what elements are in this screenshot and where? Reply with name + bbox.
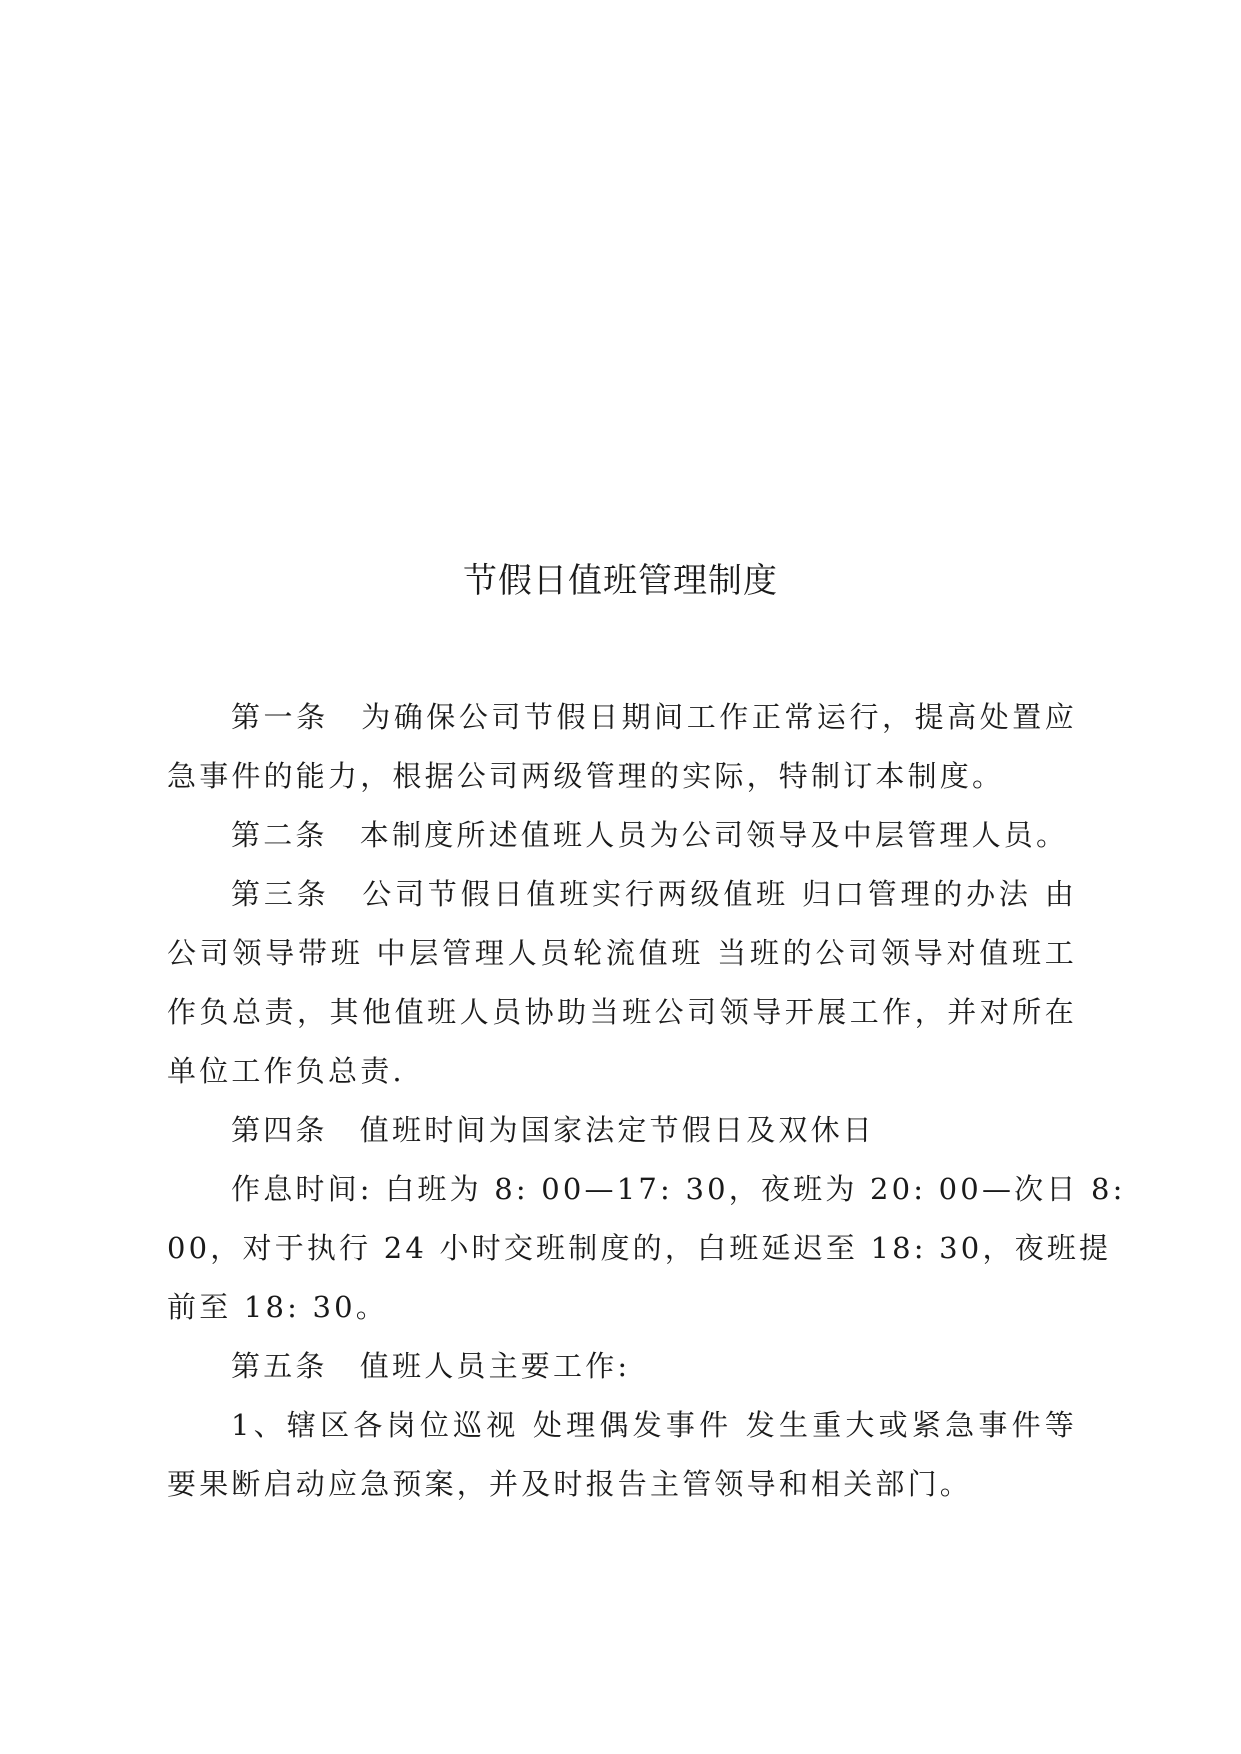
- article-2-line-1: 第二条 本制度所述值班人员为公司领导及中层管理人员。: [231, 818, 1069, 852]
- duty-item-1-line-2: 要果断启动应急预案，并及时报告主管领导和相关部门。: [167, 1467, 973, 1501]
- article-3-line-4: 单位工作负总责.: [167, 1054, 405, 1088]
- duty-item-1-line-1: 1、辖区各岗位巡视 处理偶发事件 发生重大或紧急事件等: [231, 1408, 1077, 1442]
- article-5-line-1: 第五条 值班人员主要工作:: [231, 1349, 631, 1383]
- article-3-line-1: 第三条 公司节假日值班实行两级值班 归口管理的办法 由: [231, 877, 1077, 911]
- article-1-line-1: 第一条 为确保公司节假日期间工作正常运行，提高处置应: [231, 700, 1077, 734]
- schedule-line-3: 前至 18: 30。: [167, 1290, 389, 1324]
- document-title: 节假日值班管理制度: [463, 561, 778, 601]
- schedule-line-1: 作息时间: 白班为 8: 00—17: 30，夜班为 20: 00—次日 8:: [231, 1172, 1126, 1206]
- article-3-line-2: 公司领导带班 中层管理人员轮流值班 当班的公司领导对值班工: [167, 936, 1077, 970]
- article-3-line-3: 作负总责，其他值班人员协助当班公司领导开展工作，并对所在: [167, 995, 1077, 1029]
- article-4-line-1: 第四条 值班时间为国家法定节假日及双休日: [231, 1113, 876, 1147]
- article-1-line-2: 急事件的能力，根据公司两级管理的实际，特制订本制度。: [167, 759, 1005, 793]
- schedule-line-2: 00，对于执行 24 小时交班制度的，白班延迟至 18: 30，夜班提: [167, 1231, 1112, 1265]
